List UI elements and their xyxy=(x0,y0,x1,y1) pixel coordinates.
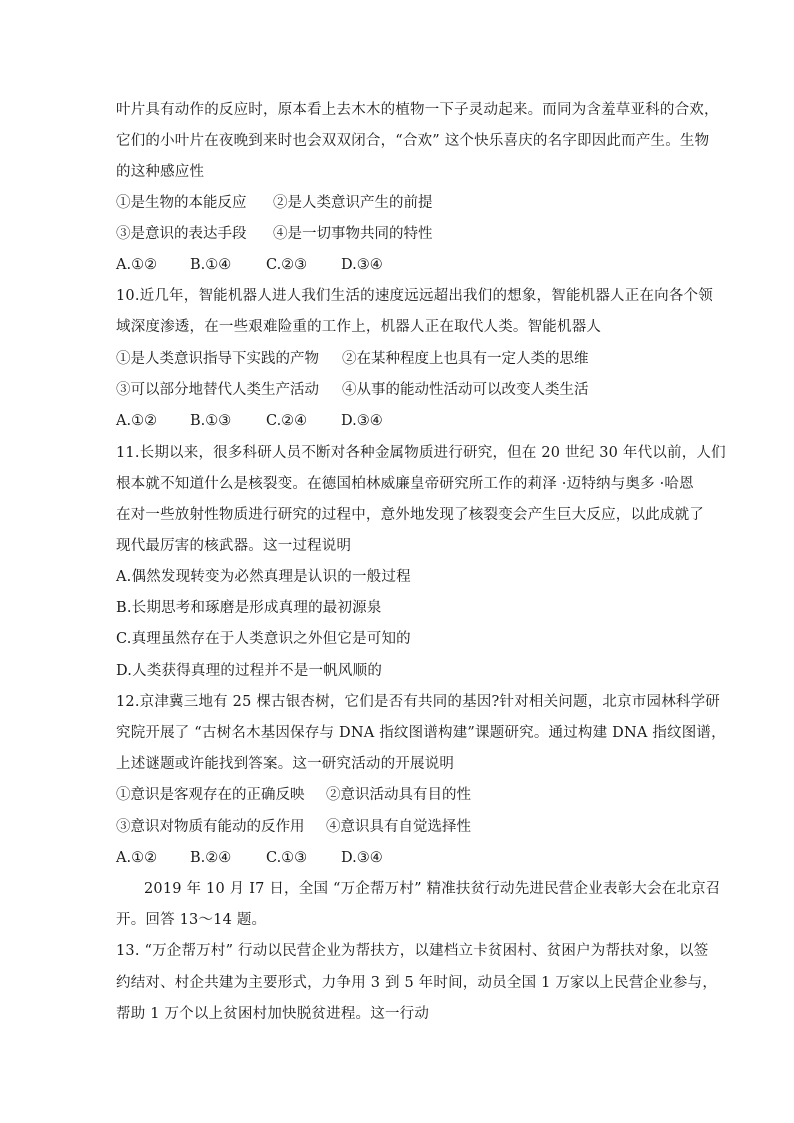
q10-choice-c: C.②④ xyxy=(266,413,308,429)
q10-item-2: ②在某种程度上也具有一定人类的思维 xyxy=(342,351,589,367)
q9-item-1: ①是生物的本能反应 xyxy=(116,195,247,211)
q12-line-1: 12.京津冀三地有 25 棵古银杏树，它们是否有共同的基因?针对相关问题，北京市园林科学研 xyxy=(116,694,720,710)
q10-line-1: 10.近几年，智能机器人进人我们生活的速度远远超出我们的想象，智能机器人正在向各个领 xyxy=(116,288,713,304)
q10-choice-a: A.①② xyxy=(116,413,158,429)
q12-choice-b: B.②④ xyxy=(190,850,232,866)
q9-line-1: 叶片具有动作的反应时，原本看上去木木的植物一下子灵动起来。而同为含羞草亚科的合欢， xyxy=(116,102,719,118)
q10-line-2: 域深度渗透，在一些艰难险重的工作上，机器人正在取代人类。智能机器人 xyxy=(116,319,602,335)
q9-item-2: ②是人类意识产生的前提 xyxy=(273,195,433,211)
q9-choice-d: D.③④ xyxy=(341,257,383,273)
q9-choice-b: B.①④ xyxy=(190,257,232,273)
intro-line-2: 开。回答 13～14 题。 xyxy=(116,912,267,928)
q10-choice-b: B.①③ xyxy=(190,413,232,429)
q11-line-1: 11.长期以来，很多科研人员不断对各种金属物质进行研究，但在 20 世纪 30 年代以前，人们 xyxy=(116,445,726,461)
q13-line-2: 约结对、村企共建为主要形式，力争用 3 到 5 年时间，动员全国 1 万家以上民营企业参与， xyxy=(116,975,718,991)
q9-choice-c: C.②③ xyxy=(266,257,308,273)
q13-line-1: 13. “万企帮万村” 行动以民营企业为帮扶方，以建档立卡贫困村、贫困户为帮扶对象，以签 xyxy=(116,943,709,959)
q9-line-3: 的这种感应性 xyxy=(116,164,205,180)
intro-line-1: 2019 年 10 月 I7 日，全国 “万企帮万村” 精准扶贫行动先进民营企业表彰大会在北京召 xyxy=(144,881,721,897)
q12-choice-a: A.①② xyxy=(116,850,158,866)
q11-option-b: B.长期思考和琢磨是形成真理的最初源泉 xyxy=(116,600,382,616)
q9-line-2: 它们的小叶片在夜晚到来时也会双双闭合，“合欢” 这个快乐喜庆的名字即因此而产生。生物 xyxy=(116,133,710,149)
q11-option-c: C.真理虽然存在于人类意识之外但它是可知的 xyxy=(116,631,411,647)
q12-choice-c: C.①③ xyxy=(266,850,308,866)
q11-line-2: 根本就不知道什么是核裂变。在德国柏林威廉皇帝研究所工作的莉泽 ·迈特纳与奥多 ·哈恩 xyxy=(116,476,694,492)
q9-item-4: ④是一切事物共同的特性 xyxy=(273,226,433,242)
q12-item-1: ①意识是客观存在的正确反映 xyxy=(116,787,305,803)
q11-option-d: D.人类获得真理的过程并不是一帆风顺的 xyxy=(116,663,383,679)
q12-item-4: ④意识具有自觉选择性 xyxy=(326,819,471,835)
q12-line-2: 究院开展了 “古树名木基因保存与 DNA 指纹图谱构建”课题研究。通过构建 DNA 指纹图谱， xyxy=(116,725,726,741)
q12-choice-d: D.③④ xyxy=(341,850,383,866)
q10-item-3: ③可以部分地替代人类生产活动 xyxy=(116,382,319,398)
q10-choice-d: D.③④ xyxy=(341,413,383,429)
q12-item-3: ③意识对物质有能动的反作用 xyxy=(116,819,305,835)
q9-item-3: ③是意识的表达手段 xyxy=(116,226,247,242)
q12-item-2: ②意识活动具有目的性 xyxy=(326,787,471,803)
q12-line-3: 上述谜题或许能找到答案。这一研究活动的开展说明 xyxy=(116,756,455,772)
q11-line-4: 现代最厉害的核武器。这一过程说明 xyxy=(116,538,352,554)
q13-line-3: 帮助 1 万个以上贫困村加快脱贫进程。这一行动 xyxy=(116,1006,430,1022)
q11-option-a: A.偶然发现转变为必然真理是认识的一般过程 xyxy=(116,569,411,585)
q11-line-3: 在对一些放射性物质进行研究的过程中，意外地发现了核裂变会产生巨大反应，以此成就了 xyxy=(116,507,704,523)
q10-item-1: ①是人类意识指导下实践的产物 xyxy=(116,351,319,367)
q10-item-4: ④从事的能动性活动可以改变人类生活 xyxy=(342,382,589,398)
q9-choice-a: A.①② xyxy=(116,257,158,273)
